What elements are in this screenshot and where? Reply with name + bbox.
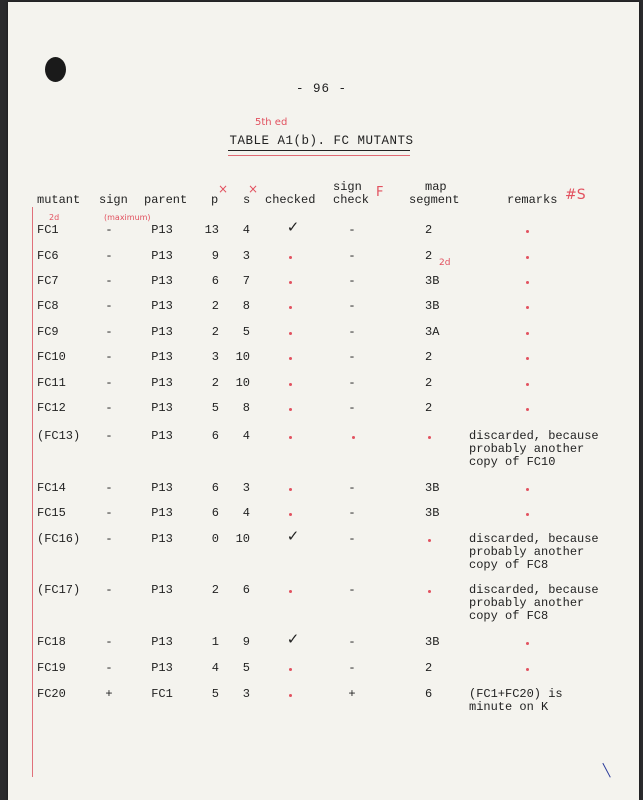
cell-p: 4 (211, 661, 219, 675)
cell-parent: P13 (151, 532, 173, 546)
red-pencil-dot (526, 230, 529, 233)
cell-sign: - (105, 583, 113, 597)
cell-p: 6 (211, 481, 219, 495)
cell-sign: - (105, 481, 113, 495)
cell-checked: ✓ (286, 527, 300, 545)
cell-sign_check: - (348, 325, 356, 339)
cell-parent: P13 (151, 299, 173, 313)
cell-sign_check: - (348, 532, 356, 546)
cell-s: 5 (242, 325, 250, 339)
header-parent: parent (144, 193, 188, 207)
cell-s: 6 (242, 583, 250, 597)
cell-parent: P13 (151, 249, 173, 263)
red-pencil-dot (289, 590, 292, 593)
remarks-annotation: #S (565, 187, 586, 203)
cell-mutant: FC1 (37, 223, 59, 237)
cell-s: 3 (242, 249, 250, 263)
red-pencil-dot (526, 408, 529, 411)
header-mutant: mutant (37, 193, 81, 207)
table-title: TABLE A1(b). FC MUTANTS (229, 134, 414, 148)
red-pencil-dot (289, 357, 292, 360)
cell-mutant: FC19 (37, 661, 66, 675)
mutant-annotation: 2d (49, 213, 60, 222)
cell-s: 4 (242, 506, 250, 520)
cell-checked: ✓ (286, 218, 300, 236)
cell-sign: - (105, 506, 113, 520)
red-pencil-dot (526, 488, 529, 491)
red-pencil-dot (526, 332, 529, 335)
cell-s: 4 (242, 429, 250, 443)
header-s: s (243, 193, 251, 207)
cell-sign_check: - (348, 506, 356, 520)
cell-remarks: discarded, because probably another copy of FC8 (469, 532, 599, 572)
cell-parent: P13 (151, 376, 173, 390)
cell-mutant: (FC17) (37, 583, 81, 597)
cell-p: 5 (211, 687, 219, 701)
cell-parent: P13 (151, 223, 173, 237)
punch-hole (45, 57, 66, 82)
cell-parent: P13 (151, 583, 173, 597)
cell-p: 6 (211, 274, 219, 288)
cell-sign: - (105, 223, 113, 237)
cell-mutant: (FC16) (37, 532, 81, 546)
cell-map: 3B (425, 299, 440, 313)
red-pencil-dot (428, 590, 431, 593)
cell-remarks: (FC1+FC20) is minute on K (469, 687, 563, 714)
cell-mutant: (FC13) (37, 429, 81, 443)
header-sign-check-1: sign (333, 180, 362, 194)
red-pencil-dot (289, 694, 292, 697)
red-pencil-dot (289, 436, 292, 439)
cell-p: 6 (211, 506, 219, 520)
cell-p: 9 (211, 249, 219, 263)
p-header-mark: × (218, 182, 229, 196)
red-pencil-dot (289, 668, 292, 671)
cell-p: 1 (211, 635, 219, 649)
red-pencil-dot (289, 383, 292, 386)
cell-p: 2 (211, 325, 219, 339)
title-underline-red (228, 155, 410, 156)
cell-map: 2 (425, 350, 433, 364)
cell-s: 10 (235, 376, 250, 390)
cell-sign_check: - (348, 299, 356, 313)
cell-sign_check: - (348, 401, 356, 415)
cell-parent: P13 (151, 401, 173, 415)
cell-sign_check: - (348, 274, 356, 288)
cell-s: 5 (242, 661, 250, 675)
cell-sign_check: - (348, 223, 356, 237)
cell-mutant: FC7 (37, 274, 59, 288)
cell-checked: ✓ (286, 630, 300, 648)
s-header-mark: × (248, 182, 259, 196)
cell-p: 3 (211, 350, 219, 364)
cell-parent: P13 (151, 325, 173, 339)
cell-map: 3B (425, 274, 440, 288)
title-annotation: 5th ed (255, 117, 288, 128)
red-pencil-dot (526, 306, 529, 309)
cell-s: 8 (242, 401, 250, 415)
cell-parent: FC1 (151, 687, 173, 701)
sign-annotation: (maximum) (104, 213, 151, 222)
red-pencil-dot (289, 332, 292, 335)
cell-s: 10 (235, 532, 250, 546)
red-pencil-dot (289, 256, 292, 259)
cell-parent: P13 (151, 635, 173, 649)
cell-sign: + (105, 687, 113, 701)
header-map-2: segment (409, 193, 460, 207)
cell-p: 2 (211, 299, 219, 313)
cell-sign: - (105, 532, 113, 546)
header-sign: sign (99, 193, 128, 207)
red-pencil-dot (428, 436, 431, 439)
cell-s: 9 (242, 635, 250, 649)
cell-mutant: FC10 (37, 350, 66, 364)
red-pencil-dot (526, 256, 529, 259)
cell-s: 4 (242, 223, 250, 237)
red-pencil-dot (526, 383, 529, 386)
header-sign-check-2: check (333, 193, 370, 207)
red-pencil-dot (526, 281, 529, 284)
cell-p: 2 (211, 376, 219, 390)
cell-parent: P13 (151, 274, 173, 288)
red-pencil-dot (289, 281, 292, 284)
cell-sign: - (105, 401, 113, 415)
red-pencil-dot (289, 513, 292, 516)
cell-sign_check: - (348, 661, 356, 675)
cell-mutant: FC8 (37, 299, 59, 313)
red-pencil-dot (526, 642, 529, 645)
cell-map: 3B (425, 481, 440, 495)
cell-p: 2 (211, 583, 219, 597)
cell-s: 8 (242, 299, 250, 313)
red-pencil-dot (526, 357, 529, 360)
red-pencil-dot (289, 408, 292, 411)
cell-s: 10 (235, 350, 250, 364)
cell-sign_check: - (348, 635, 356, 649)
cell-remarks: discarded, because probably another copy of FC10 (469, 429, 599, 469)
cell-parent: P13 (151, 350, 173, 364)
sign-check-annotation: F (376, 185, 384, 200)
map-annotation: 2d (439, 258, 451, 268)
red-pencil-dot (352, 436, 355, 439)
cell-sign: - (105, 249, 113, 263)
cell-mutant: FC6 (37, 249, 59, 263)
red-pencil-dot (428, 539, 431, 542)
cell-map: 3B (425, 635, 440, 649)
cell-p: 6 (211, 429, 219, 443)
cell-map: 6 (425, 687, 433, 701)
cell-s: 7 (242, 274, 250, 288)
cell-sign: - (105, 635, 113, 649)
cell-s: 3 (242, 481, 250, 495)
header-checked: checked (265, 193, 316, 207)
cell-s: 3 (242, 687, 250, 701)
cell-sign_check: - (348, 481, 356, 495)
cell-mutant: FC18 (37, 635, 66, 649)
red-pencil-dot (526, 668, 529, 671)
cell-sign_check: + (348, 687, 356, 701)
red-pencil-dot (526, 513, 529, 516)
cell-map: 2 (425, 223, 433, 237)
cell-parent: P13 (151, 506, 173, 520)
cell-mutant: FC9 (37, 325, 59, 339)
cell-sign_check: - (348, 249, 356, 263)
cell-mutant: FC14 (37, 481, 66, 495)
cell-sign: - (105, 325, 113, 339)
cell-sign: - (105, 661, 113, 675)
cell-sign: - (105, 299, 113, 313)
cell-map: 2 (425, 401, 433, 415)
cell-remarks: discarded, because probably another copy of FC8 (469, 583, 599, 623)
cell-p: 5 (211, 401, 219, 415)
cell-parent: P13 (151, 661, 173, 675)
cell-sign_check: - (348, 583, 356, 597)
cell-mutant: FC15 (37, 506, 66, 520)
cell-map: 3A (425, 325, 440, 339)
page-number: - 96 - (295, 82, 347, 96)
cell-map: 2 (425, 376, 433, 390)
document-page (8, 2, 639, 800)
cell-sign: - (105, 376, 113, 390)
header-p: p (211, 193, 219, 207)
cell-p: 0 (211, 532, 219, 546)
cell-parent: P13 (151, 481, 173, 495)
cell-map: 2 (425, 249, 433, 263)
cell-mutant: FC20 (37, 687, 66, 701)
cell-mutant: FC11 (37, 376, 66, 390)
cell-sign: - (105, 274, 113, 288)
header-map-1: map (425, 180, 447, 194)
red-pencil-dot (289, 488, 292, 491)
cell-sign_check: - (348, 350, 356, 364)
red-margin-line (32, 207, 33, 777)
cell-sign: - (105, 350, 113, 364)
title-underline (228, 150, 410, 151)
header-remarks: remarks (507, 193, 558, 207)
cell-parent: P13 (151, 429, 173, 443)
cell-map: 2 (425, 661, 433, 675)
cell-sign_check: - (348, 376, 356, 390)
cell-p: 13 (204, 223, 219, 237)
cell-mutant: FC12 (37, 401, 66, 415)
red-pencil-dot (289, 306, 292, 309)
cell-sign: - (105, 429, 113, 443)
cell-map: 3B (425, 506, 440, 520)
